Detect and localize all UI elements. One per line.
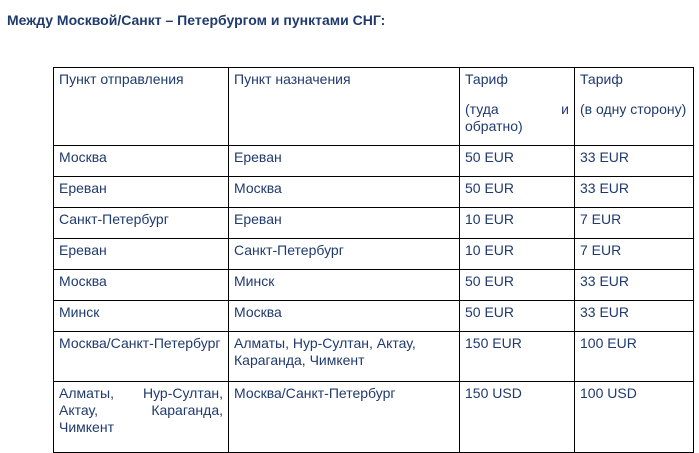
header-fare-oneway-note: (в одну сторону): [580, 101, 687, 117]
cell-destination: Минск: [229, 270, 460, 301]
table-row: [54, 146, 694, 177]
table-row: [54, 382, 694, 453]
header-fare-return-note: (туда и обратно): [465, 101, 569, 134]
cell-destination: Ереван: [229, 208, 460, 239]
cell-destination: Москва: [229, 177, 460, 208]
cell-fare-oneway: 33 EUR: [575, 146, 694, 177]
header-destination: Пункт назначения: [229, 68, 460, 146]
cell-fare-oneway: 100 EUR: [575, 332, 694, 382]
cell-origin: Санкт-Петербург: [54, 208, 229, 239]
cell-origin: Москва: [54, 146, 229, 177]
cell-fare-oneway: 33 EUR: [575, 177, 694, 208]
cell-origin: Алматы, Нур-Султан, Актау, Караганда, Чимкент: [54, 382, 229, 453]
table-row: [54, 208, 694, 239]
header-fare-oneway-title: Тариф: [580, 71, 623, 87]
cell-origin: Москва: [54, 270, 229, 301]
cell-origin: Минск: [54, 301, 229, 332]
cell-destination: Алматы, Нур-Султан, Актау, Караганда, Чимкент: [229, 332, 460, 382]
cell-origin: Ереван: [54, 177, 229, 208]
cell-destination: Ереван: [229, 146, 460, 177]
fares-table: [53, 67, 694, 453]
cell-fare-return: 10 EUR: [460, 208, 575, 239]
cell-fare-return: 150 USD: [460, 382, 575, 453]
cell-fare-oneway: 7 EUR: [575, 239, 694, 270]
table-header-row: [54, 68, 694, 146]
cell-destination: Москва/Санкт-Петербург: [229, 382, 460, 453]
cell-fare-return: 50 EUR: [460, 301, 575, 332]
header-origin: Пункт отправления: [54, 68, 229, 146]
cell-fare-oneway: 33 EUR: [575, 301, 694, 332]
table-row: [54, 177, 694, 208]
section-heading: Между Москвой/Санкт – Петербургом и пунктами СНГ:: [7, 12, 386, 28]
cell-fare-oneway: 7 EUR: [575, 208, 694, 239]
cell-fare-oneway: 33 EUR: [575, 270, 694, 301]
cell-destination: Санкт-Петербург: [229, 239, 460, 270]
table-row: [54, 301, 694, 332]
cell-fare-return: 150 EUR: [460, 332, 575, 382]
cell-fare-return: 10 EUR: [460, 239, 575, 270]
header-fare-return: [460, 68, 575, 146]
cell-fare-return: 50 EUR: [460, 177, 575, 208]
table-row: [54, 332, 694, 382]
cell-fare-oneway: 100 USD: [575, 382, 694, 453]
cell-origin: Москва/Санкт-Петербург: [54, 332, 229, 382]
table-row: [54, 239, 694, 270]
cell-destination: Москва: [229, 301, 460, 332]
table-row: [54, 270, 694, 301]
header-fare-return-title: Тариф: [465, 71, 508, 87]
cell-fare-return: 50 EUR: [460, 270, 575, 301]
header-fare-oneway: [575, 68, 694, 146]
cell-fare-return: 50 EUR: [460, 146, 575, 177]
cell-origin: Ереван: [54, 239, 229, 270]
